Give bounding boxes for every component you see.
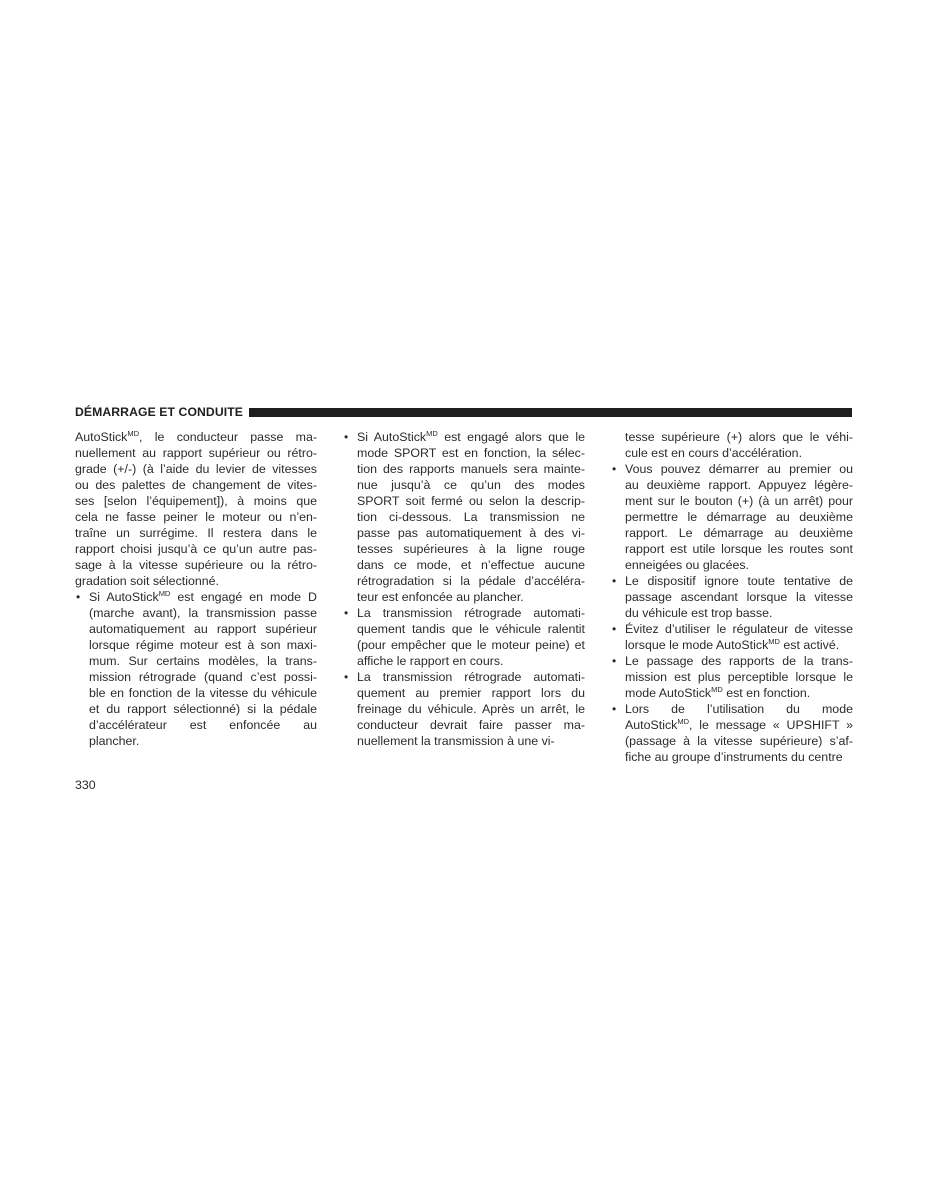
text-line bbox=[611, 589, 853, 605]
text-run: , le conducteur passe ma- bbox=[139, 430, 317, 444]
text-run: quement tandis que le véhicule ralentit bbox=[357, 622, 585, 636]
text-run: est activé. bbox=[779, 638, 840, 652]
text-line bbox=[343, 461, 585, 477]
text-run: AutoStick bbox=[625, 718, 678, 732]
text-line bbox=[75, 685, 317, 701]
bullet-item bbox=[611, 653, 853, 701]
text-run: fiche au groupe d’instruments du centre bbox=[625, 750, 843, 764]
text-run: Vous pouvez démarrer au premier ou bbox=[625, 462, 853, 476]
text-run: est engagé en mode D bbox=[170, 590, 317, 604]
text-line bbox=[611, 429, 853, 445]
text-run: affiche le rapport en cours. bbox=[357, 654, 504, 668]
text-run: traîne un surrégime. Il restera dans le bbox=[75, 526, 317, 540]
text-run: au deuxième rapport. Appuyez légère- bbox=[625, 478, 853, 492]
text-run: ou des palettes de changement de vites- bbox=[75, 478, 317, 492]
trademark-superscript: MD bbox=[768, 637, 780, 646]
text-run: sage à la vitesse supérieure ou la rétro- bbox=[75, 558, 317, 572]
text-line bbox=[343, 685, 585, 701]
text-run: d’accélérateur est enfoncée au bbox=[89, 718, 317, 732]
text-run: Si AutoStick bbox=[357, 430, 427, 444]
text-run: tion ci-dessous. La transmission ne bbox=[357, 510, 585, 524]
text-line bbox=[75, 637, 317, 653]
text-line bbox=[611, 573, 853, 589]
text-run: rapport choisi jusqu’à ce qu’un autre pas- bbox=[75, 542, 317, 556]
text-line bbox=[75, 605, 317, 621]
text-run: dans ce mode, et n’effectue aucune bbox=[357, 558, 585, 572]
trademark-superscript: MD bbox=[127, 429, 140, 438]
bullet-icon: • bbox=[612, 622, 617, 636]
text-line bbox=[611, 685, 853, 701]
text-run: mission est plus perceptible lorsque le bbox=[625, 670, 853, 684]
text-line bbox=[611, 445, 853, 461]
text-run: Le dispositif ignore toute tentative de bbox=[625, 574, 853, 588]
text-line bbox=[611, 749, 853, 765]
text-line bbox=[343, 429, 585, 445]
text-run: (pour empêcher que le moteur peine) et bbox=[357, 638, 585, 652]
bullet-icon: • bbox=[612, 702, 617, 716]
text-line bbox=[343, 701, 585, 717]
text-line bbox=[611, 557, 853, 573]
text-line bbox=[343, 589, 585, 605]
bullet-icon: • bbox=[612, 574, 617, 588]
text-line bbox=[611, 653, 853, 669]
bullet-icon: • bbox=[612, 462, 617, 476]
text-line bbox=[343, 637, 585, 653]
header-rule bbox=[249, 408, 852, 417]
text-line bbox=[611, 605, 853, 621]
text-run: cela ne fasse peiner le moteur ou n’en- bbox=[75, 510, 317, 524]
text-run: tion des rapports manuels sera mainte- bbox=[357, 462, 585, 476]
bullet-item bbox=[611, 621, 853, 653]
text-run: du véhicule est trop basse. bbox=[625, 606, 773, 620]
text-line bbox=[343, 541, 585, 557]
text-line bbox=[343, 669, 585, 685]
section-title: DÉMARRAGE ET CONDUITE bbox=[75, 405, 243, 419]
text-run: mode AutoStick bbox=[625, 686, 712, 700]
text-run: , le message « UPSHIFT » bbox=[689, 718, 853, 732]
text-line bbox=[75, 717, 317, 733]
text-line bbox=[75, 573, 317, 589]
page-number: 330 bbox=[75, 778, 96, 792]
text-line bbox=[611, 669, 853, 685]
text-line bbox=[611, 477, 853, 493]
text-run: nue jusqu’à ce qu’un des modes bbox=[357, 478, 585, 492]
text-line bbox=[75, 477, 317, 493]
bullet-icon: • bbox=[344, 606, 349, 620]
text-run: La transmission rétrograde automati- bbox=[357, 670, 585, 684]
text-run: lorsque le mode AutoStick bbox=[625, 638, 769, 652]
text-column-1 bbox=[75, 429, 317, 749]
bullet-icon: • bbox=[344, 670, 349, 684]
text-line bbox=[75, 429, 317, 445]
text-run: La transmission rétrograde automati- bbox=[357, 606, 585, 620]
text-run: mode SPORT est en fonction, la sélec- bbox=[357, 446, 585, 460]
text-line bbox=[343, 573, 585, 589]
paragraph bbox=[611, 429, 853, 461]
bullet-item bbox=[343, 429, 585, 605]
text-line bbox=[75, 445, 317, 461]
text-run: cule est en cours d’accélération. bbox=[625, 446, 803, 460]
text-run: rapport. Le démarrage au deuxième bbox=[625, 526, 853, 540]
text-run: est engagé alors que le bbox=[437, 430, 585, 444]
bullet-item bbox=[75, 589, 317, 749]
text-run: freinage du véhicule. Après un arrêt, le bbox=[357, 702, 585, 716]
text-line bbox=[611, 717, 853, 733]
text-line bbox=[75, 525, 317, 541]
text-run: rapport est utile lorsque les routes sont bbox=[625, 542, 853, 556]
text-run: quement au premier rapport lors du bbox=[357, 686, 585, 700]
text-run: passe pas automatiquement à des vi- bbox=[357, 526, 585, 540]
text-run: Si AutoStick bbox=[89, 590, 159, 604]
text-run: automatiquement au rapport supérieur bbox=[89, 622, 317, 636]
text-column-3 bbox=[611, 429, 853, 765]
text-line bbox=[343, 605, 585, 621]
bullet-item bbox=[343, 605, 585, 669]
text-run: tesse supérieure (+) alors que le véhi- bbox=[625, 430, 853, 444]
text-run: grade (+/-) (à l’aide du levier de vitesses bbox=[75, 462, 317, 476]
bullet-icon: • bbox=[344, 430, 349, 444]
text-line bbox=[611, 493, 853, 509]
text-run: passage ascendant lorsque la vitesse bbox=[625, 590, 853, 604]
text-line bbox=[75, 541, 317, 557]
text-run: AutoStick bbox=[75, 430, 128, 444]
text-line bbox=[611, 541, 853, 557]
text-run: permettre le démarrage au deuxième bbox=[625, 510, 853, 524]
text-line bbox=[343, 653, 585, 669]
text-line bbox=[75, 509, 317, 525]
bullet-item bbox=[611, 461, 853, 573]
text-run: rétrogradation si la pédale d’accéléra- bbox=[357, 574, 585, 588]
text-line bbox=[75, 461, 317, 477]
text-run: nuellement au rapport supérieur ou rétro- bbox=[75, 446, 317, 460]
text-run: teur est enfoncée au plancher. bbox=[357, 590, 524, 604]
text-run: nuellement la transmission à une vi- bbox=[357, 734, 555, 748]
bullet-item bbox=[611, 701, 853, 765]
trademark-superscript: MD bbox=[677, 717, 690, 726]
text-line bbox=[75, 589, 317, 605]
text-run: plancher. bbox=[89, 734, 140, 748]
text-line bbox=[343, 621, 585, 637]
text-run: mission rétrograde (quand c’est possi- bbox=[89, 670, 317, 684]
text-line bbox=[611, 525, 853, 541]
text-line bbox=[343, 493, 585, 509]
text-line bbox=[75, 493, 317, 509]
text-line bbox=[343, 477, 585, 493]
text-run: et du rapport sélectionné) si la pédale bbox=[89, 702, 317, 716]
text-run: lorsque régime moteur est à son maxi- bbox=[89, 638, 317, 652]
text-run: enneigées ou glacées. bbox=[625, 558, 750, 572]
text-line bbox=[343, 525, 585, 541]
text-run: mum. Sur certains modèles, la trans- bbox=[89, 654, 317, 668]
text-line bbox=[611, 637, 853, 653]
trademark-superscript: MD bbox=[158, 589, 171, 598]
text-line bbox=[611, 621, 853, 637]
trademark-superscript: MD bbox=[426, 429, 438, 438]
text-line bbox=[343, 733, 585, 749]
text-line bbox=[343, 717, 585, 733]
text-run: (passage à la vitesse supérieure) s’af- bbox=[625, 734, 853, 748]
bullet-icon: • bbox=[76, 590, 81, 604]
text-line bbox=[75, 621, 317, 637]
trademark-superscript: MD bbox=[711, 685, 723, 694]
text-run: Le passage des rapports de la trans- bbox=[625, 654, 853, 668]
section-header bbox=[75, 404, 852, 420]
text-line bbox=[611, 461, 853, 477]
text-run: Évitez d’utiliser le régulateur de vitesse bbox=[625, 622, 853, 636]
bullet-item bbox=[611, 573, 853, 621]
text-run: ses [selon l’équipement]), à moins que bbox=[75, 494, 317, 508]
text-line bbox=[343, 509, 585, 525]
text-line bbox=[343, 445, 585, 461]
text-run: gradation soit sélectionné. bbox=[75, 574, 219, 588]
bullet-item bbox=[343, 669, 585, 749]
text-run: ble en fonction de la vitesse du véhicule bbox=[89, 686, 317, 700]
text-line bbox=[75, 701, 317, 717]
text-line bbox=[75, 669, 317, 685]
text-line bbox=[611, 733, 853, 749]
text-run: Lors de l’utilisation du mode bbox=[625, 702, 853, 716]
text-line bbox=[611, 509, 853, 525]
text-run: SPORT soit fermé ou selon la descrip- bbox=[357, 494, 585, 508]
text-run: est en fonction. bbox=[722, 686, 811, 700]
paragraph bbox=[75, 429, 317, 589]
text-line bbox=[75, 653, 317, 669]
text-run: ment sur le bouton (+) (à un arrêt) pour bbox=[625, 494, 853, 508]
text-line bbox=[611, 701, 853, 717]
text-run: tesses supérieures à la ligne rouge bbox=[357, 542, 585, 556]
text-line bbox=[75, 733, 317, 749]
text-column-2 bbox=[343, 429, 585, 749]
text-run: (marche avant), la transmission passe bbox=[89, 606, 317, 620]
bullet-icon: • bbox=[612, 654, 617, 668]
text-line bbox=[343, 557, 585, 573]
text-line bbox=[75, 557, 317, 573]
text-run: conducteur devrait faire passer ma- bbox=[357, 718, 585, 732]
